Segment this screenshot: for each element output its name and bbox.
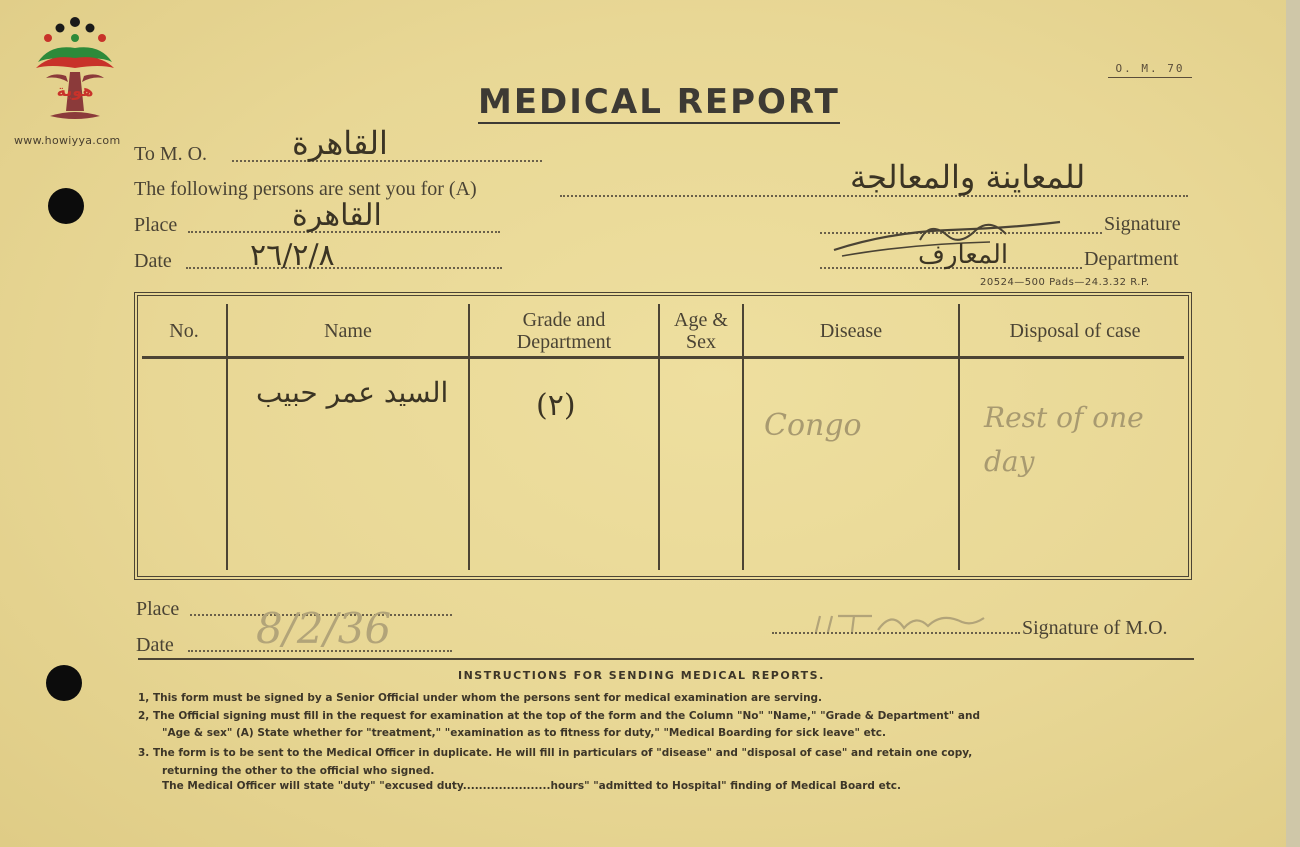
department-value: المعارف (918, 240, 1009, 270)
date-label: Date (134, 250, 172, 272)
footer-date-label: Date (136, 634, 174, 656)
instruction-line: "Age & sex" (A) State whether for "treatment," "examination as to fitness for duty," "Medical Boarding for sick leave" etc. (162, 727, 886, 739)
punch-hole-bottom (46, 665, 82, 701)
date-dotted-line (186, 267, 502, 269)
page-title: MEDICAL REPORT (478, 82, 840, 122)
col-header-grade-text: Grade and Department (516, 309, 612, 353)
instruction-line: 1, This form must be signed by a Senior Official under whom the persons sent for medical examination are serving. (138, 692, 823, 704)
instruction-line: returning the other to the official who signed. (162, 765, 435, 777)
to-mo-value: القاهرة (292, 124, 388, 162)
col-header-no: No. (169, 320, 199, 342)
col-header-name: Name (324, 320, 372, 342)
mo-signature-scribble (812, 604, 992, 640)
persons-table (134, 292, 1192, 580)
punch-hole-top (48, 188, 84, 224)
col-header-grade (470, 306, 658, 356)
site-logo (14, 16, 134, 148)
table-header-rule (142, 356, 1184, 359)
row-grade-value: (٢) (536, 388, 576, 423)
logo-url: www.howiyya.com (14, 134, 121, 147)
mo-signature-label: Signature of M.O. (1022, 617, 1168, 639)
sent-for-label: The following persons are sent you for (A) (134, 178, 477, 200)
row-disposal-value: Rest of one day (984, 401, 1144, 478)
col-header-disease: Disease (819, 320, 883, 342)
footer-date-value: 8/2/36 (256, 604, 392, 653)
place-label: Place (134, 214, 178, 236)
col-header-disposal: Disposal of case (1009, 320, 1141, 342)
to-mo-label: To M. O. (134, 143, 208, 165)
paper-edge (1286, 0, 1300, 847)
sent-for-value: للمعاينة والمعالجة (850, 158, 1086, 196)
print-note: 20524—500 Pads—24.3.32 R.P. (980, 277, 1150, 288)
row-disease-value: Congo (764, 408, 862, 443)
instructions-title: INSTRUCTIONS FOR SENDING MEDICAL REPORTS. (458, 669, 825, 682)
department-label: Department (1084, 248, 1179, 270)
col-header-age-sex-text: Age & Sex (674, 309, 728, 353)
family-tree-logo-icon (30, 16, 120, 131)
signature-label: Signature (1104, 213, 1181, 235)
col-header-age-sex (660, 306, 742, 356)
footer-place-label: Place (136, 598, 180, 620)
place-value: القاهرة (292, 198, 382, 233)
date-value: ٢٦/٢/٨ (250, 238, 335, 273)
logo-arabic-glyph: هوية (56, 81, 94, 100)
instruction-line: 2, The Official signing must fill in the request for examination at the top of the form and the Column "No" "Name," "Grade & Department" and (138, 710, 980, 722)
row-name-value: السيد عمر حبيب (256, 376, 449, 409)
instruction-line: The Medical Officer will state "duty" "excused duty......................hours" "admitted to Hospital" finding of Medical Board etc. (162, 780, 901, 792)
instructions-rule (138, 658, 1194, 660)
form-code: O. M. 70 (1108, 62, 1192, 78)
instruction-line: 3. The form is to be sent to the Medical Officer in duplicate. He will fill in particulars of "disease" and "disposal of case" and retain one copy, (138, 747, 973, 759)
